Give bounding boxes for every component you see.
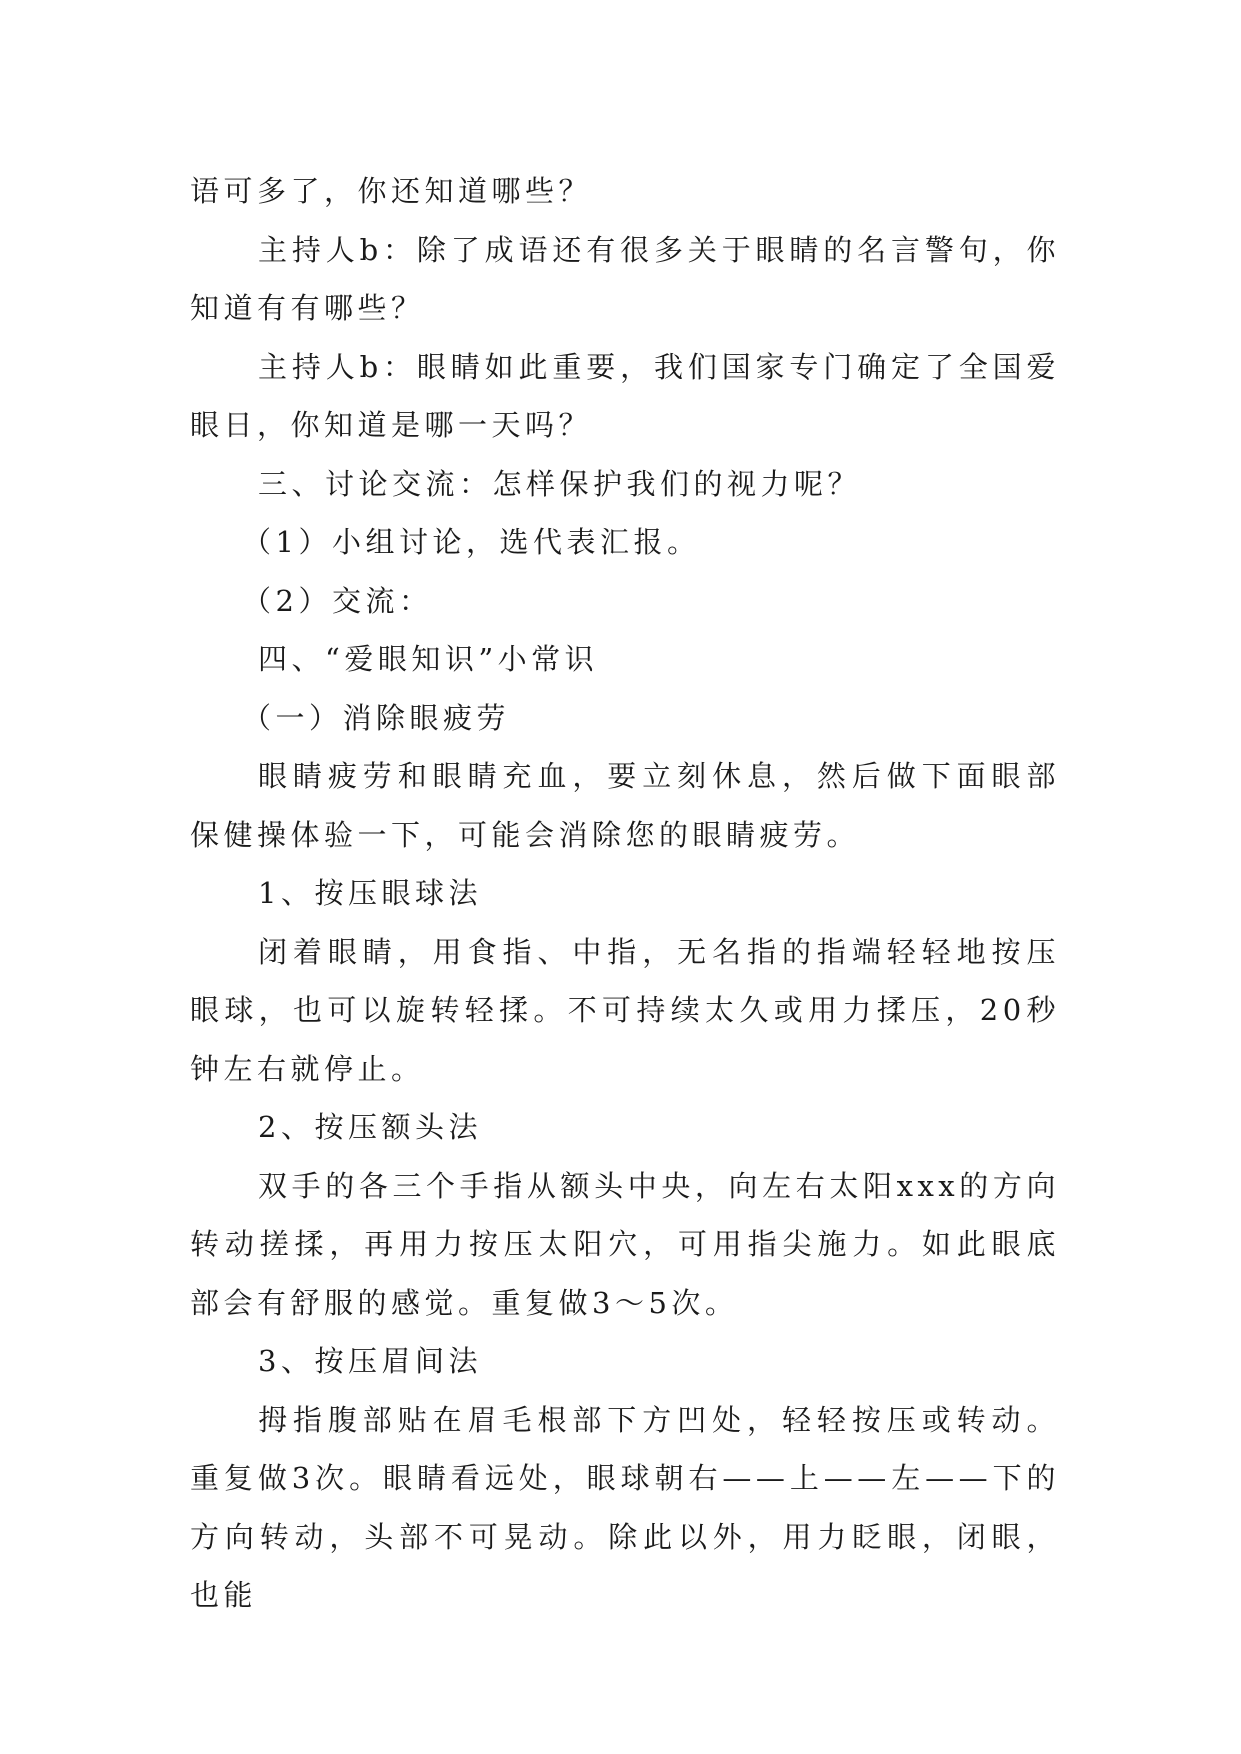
paragraph-eye-fatigue: 眼睛疲劳和眼睛充血，要立刻休息，然后做下面眼部保健操体验一下，可能会消除您的眼睛疲劳。 xyxy=(190,759,1060,852)
paragraph-brow-press: 拇指腹部贴在眉毛根部下方凹处，轻轻按压或转动。重复做3次。眼睛看远处，眼球朝右——上——左——下的方向转动，头部不可晃动。除此以外，用力眨眼，闭眼，也能 xyxy=(190,1402,1060,1612)
list-item-group-discussion: （1）小组讨论，选代表汇报。 xyxy=(242,525,701,559)
paragraph-continuation: 语可多了，你还知道哪些？ xyxy=(190,174,593,208)
subheading-brow-press: 3、按压眉间法 xyxy=(258,1344,482,1378)
subheading-eye-fatigue: （一）消除眼疲劳 xyxy=(242,700,511,735)
document-body xyxy=(190,162,1060,1625)
paragraph-host-b-quotes: 主持人b：除了成语还有很多关于眼睛的名言警句，你知道有有哪些？ xyxy=(190,232,1060,325)
heading-section-three: 三、讨论交流：怎样保护我们的视力呢？ xyxy=(258,466,862,501)
list-item-exchange: （2）交流： xyxy=(242,583,433,618)
paragraph-eyeball-press: 闭着眼睛，用食指、中指，无名指的指端轻轻地按压眼球，也可以旋转轻揉。不可持续太久或用力揉压，20秒钟左右就停止。 xyxy=(190,934,1060,1086)
heading-section-four: 四、“爱眼知识”小常识 xyxy=(258,642,599,676)
paragraph-forehead-press: 双手的各三个手指从额头中央，向左右太阳xxx的方向转动搓揉，再用力按压太阳穴，可用指尖施力。如此眼底部会有舒服的感觉。重复做3～5次。 xyxy=(190,1168,1060,1320)
paragraph-host-b-eye-day: 主持人b：眼睛如此重要，我们国家专门确定了全国爱眼日，你知道是哪一天吗？ xyxy=(190,349,1060,442)
subheading-eyeball-press: 1、按压眼球法 xyxy=(258,876,482,910)
subheading-forehead-press: 2、按压额头法 xyxy=(258,1110,482,1144)
